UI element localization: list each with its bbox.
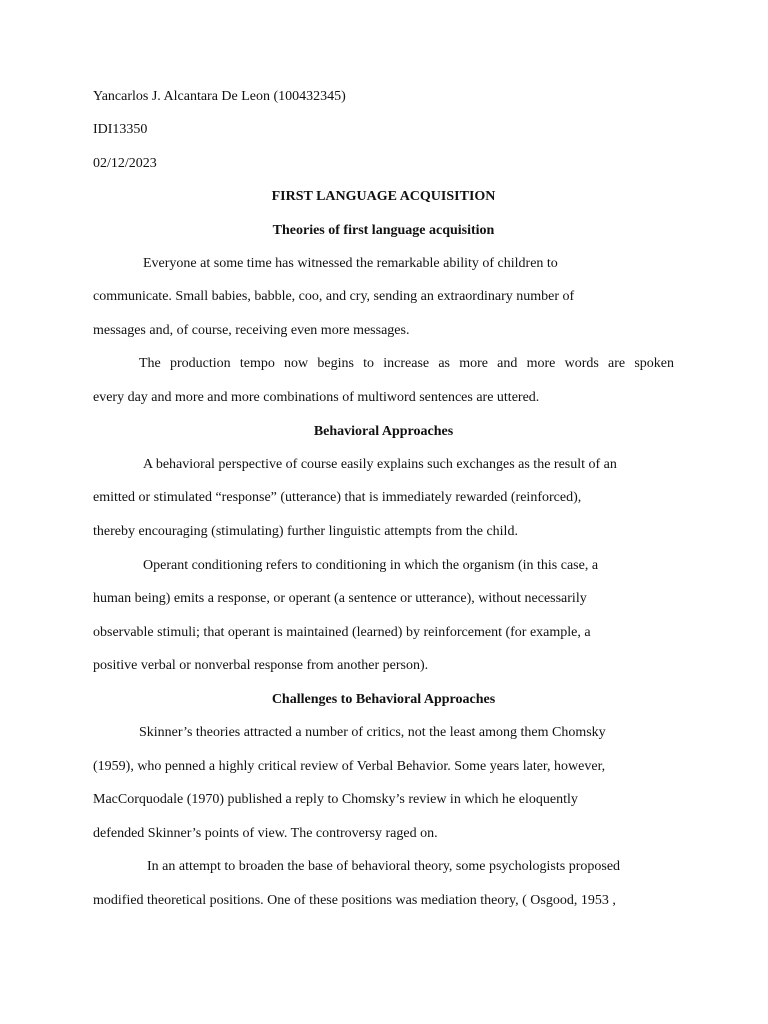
paragraph-line: Everyone at some time has witnessed the remarkable ability of children to <box>143 256 558 271</box>
section-heading: Behavioral Approaches <box>313 424 454 439</box>
paragraph-line: Skinner’s theories attracted a number of critics, not the least among them Chomsky <box>139 725 606 740</box>
paragraph-line: defended Skinner’s points of view. The controversy raged on. <box>93 826 438 841</box>
paragraph-line: emitted or stimulated “response” (utterance) that is immediately rewarded (reinforced), <box>93 490 582 505</box>
paragraph-line: MacCorquodale (1970) published a reply to Chomsky’s review in which he eloquently <box>93 792 578 807</box>
author-line: Yancarlos J. Alcantara De Leon (100432345) <box>93 89 346 104</box>
paragraph-line: Operant conditioning refers to conditioning in which the organism (in this case, a <box>143 558 599 573</box>
paragraph-line: human being) emits a response, or operant (a sentence or utterance), without necessarily <box>93 591 587 606</box>
paragraph-line: A behavioral perspective of course easily explains such exchanges as the result of an <box>143 457 617 472</box>
paragraph-line: communicate. Small babies, babble, coo, and cry, sending an extraordinary number of <box>93 289 575 304</box>
date-line: 02/12/2023 <box>93 156 157 171</box>
paragraph-line: positive verbal or nonverbal response from another person). <box>93 658 429 673</box>
paragraph-line: modified theoretical positions. One of these positions was mediation theory, ( Osgood, 1953 , <box>93 893 616 908</box>
paragraph-line: messages and, of course, receiving even more messages. <box>93 323 410 338</box>
paragraph-line: observable stimuli; that operant is maintained (learned) by reinforcement (for example, a <box>93 625 591 640</box>
paragraph-line: every day and more and more combinations of multiword sentences are uttered. <box>93 390 540 405</box>
paragraph-line: thereby encouraging (stimulating) further linguistic attempts from the child. <box>93 524 518 539</box>
paragraph-line: (1959), who penned a highly critical review of Verbal Behavior. Some years later, however, <box>93 759 606 774</box>
section-heading: Theories of first language acquisition <box>272 223 495 238</box>
document-title: FIRST LANGUAGE ACQUISITION <box>271 189 496 204</box>
course-code: IDI13350 <box>93 122 148 137</box>
paragraph-line: In an attempt to broaden the base of behavioral theory, some psychologists proposed <box>147 859 621 874</box>
section-heading: Challenges to Behavioral Approaches <box>271 692 496 707</box>
paragraph-line: The production tempo now begins to increase as more and more words are spoken <box>139 356 674 371</box>
